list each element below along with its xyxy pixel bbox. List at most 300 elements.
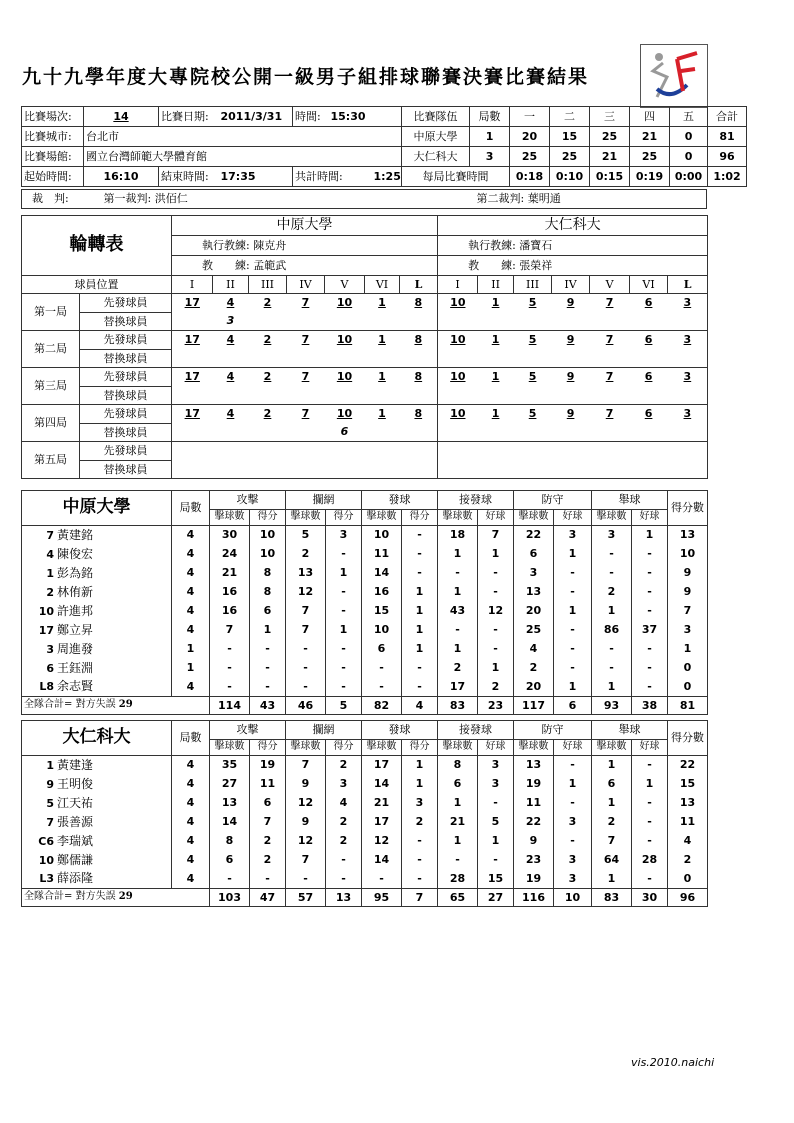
stat-value: 18	[438, 526, 478, 545]
rotation-set-row	[22, 368, 708, 387]
team-total-value: 27	[478, 889, 514, 907]
stat-value: 3	[326, 775, 362, 794]
starter-number: 10	[325, 368, 365, 387]
starter-number: 9	[552, 294, 590, 313]
starter-number: 5	[514, 294, 552, 313]
stat-value: 2	[250, 851, 286, 870]
sub-number	[325, 461, 365, 479]
starter-number	[438, 442, 478, 461]
stat-value: 30	[210, 526, 250, 545]
sub-number: 6	[325, 424, 365, 442]
stats-sub-header: 擊球數	[514, 740, 554, 756]
team-total-value: 93	[592, 697, 632, 715]
starter-number: 9	[552, 331, 590, 350]
stat-value: 25	[514, 621, 554, 640]
page-title: 九十九學年度大專院校公開一級男子組排球聯賽決賽比賽結果	[22, 66, 590, 88]
stat-value: 1	[478, 832, 514, 851]
player-cell	[22, 640, 172, 659]
stat-value: -	[478, 640, 514, 659]
sub-number	[172, 313, 213, 331]
stat-value: 13	[514, 583, 554, 602]
stat-value: 3	[592, 526, 632, 545]
stat-value: 1	[402, 621, 438, 640]
stats-sub-header: 擊球數	[286, 510, 326, 526]
starter-number: 6	[630, 331, 668, 350]
rotation-table	[21, 215, 708, 479]
team-total-value: 81	[668, 697, 708, 715]
sub-number	[400, 461, 438, 479]
sub-number	[514, 424, 552, 442]
score-cell: 15	[550, 127, 590, 147]
stat-value: 1	[478, 659, 514, 678]
stat-value: 1	[402, 775, 438, 794]
stat-value: 15	[668, 775, 708, 794]
stat-value: -	[326, 545, 362, 564]
rotation-team-a: 中原大學	[172, 216, 438, 236]
sub-label: 替換球員	[80, 350, 172, 368]
stat-value: -	[326, 851, 362, 870]
stat-value: 5	[286, 526, 326, 545]
stat-value: 86	[592, 621, 632, 640]
start-label: 起始時間:	[22, 167, 84, 187]
stat-value: 3	[478, 775, 514, 794]
set-time-cell: 0:19	[630, 167, 670, 187]
team-total-value: 7	[402, 889, 438, 907]
stat-value: -	[326, 678, 362, 697]
stat-value: 11	[514, 794, 554, 813]
sub-number	[552, 461, 590, 479]
position-header: L	[668, 276, 708, 294]
stat-value: 2	[286, 545, 326, 564]
player-number: 10	[38, 853, 54, 867]
stat-value: -	[402, 832, 438, 851]
stat-value: 14	[362, 775, 402, 794]
starter-number: 17	[172, 331, 213, 350]
team-total-value: 38	[632, 697, 668, 715]
player-row	[22, 659, 708, 678]
total-time-value: 1:25	[372, 167, 402, 187]
sub-label: 替換球員	[80, 313, 172, 331]
starter-number: 7	[590, 331, 630, 350]
sub-number	[668, 461, 708, 479]
stats-sub-header: 擊球數	[438, 740, 478, 756]
stat-value: 3	[554, 526, 592, 545]
stat-value: 4	[172, 851, 210, 870]
stat-value: 14	[362, 851, 402, 870]
starter-number: 5	[514, 405, 552, 424]
sub-number	[249, 424, 287, 442]
team-total-value: 57	[286, 889, 326, 907]
score-cell: 21	[630, 127, 670, 147]
player-name: 李瑞斌	[57, 833, 94, 848]
player-name: 薛添隆	[57, 871, 94, 886]
score-cell: 25	[510, 147, 550, 167]
stat-value: 6	[592, 775, 632, 794]
starter-number	[552, 442, 590, 461]
stat-value: -	[326, 870, 362, 889]
score-header-team: 比賽隊伍	[402, 107, 470, 127]
stat-value: -	[326, 659, 362, 678]
team-total-value: 6	[554, 697, 592, 715]
stats-points-header: 得分數	[668, 491, 708, 526]
player-number: 9	[46, 777, 54, 791]
stat-value: 3	[554, 870, 592, 889]
time-label: 時間:	[293, 107, 329, 127]
sub-number	[514, 313, 552, 331]
stats-sub-header: 擊球數	[362, 740, 402, 756]
stat-value: 1	[438, 832, 478, 851]
player-row	[22, 775, 708, 794]
stat-value: -	[210, 640, 250, 659]
stats-sub-header: 好球	[554, 740, 592, 756]
position-header: V	[590, 276, 630, 294]
sub-label: 替換球員	[80, 424, 172, 442]
stat-value: 8	[250, 583, 286, 602]
opponent-errors-value: 29	[118, 891, 133, 903]
player-number: 7	[46, 528, 54, 542]
sub-number	[213, 424, 249, 442]
stats-sub-header: 得分	[326, 510, 362, 526]
stat-value: 7	[286, 602, 326, 621]
stat-value: 1	[592, 794, 632, 813]
stats-sub-header: 好球	[478, 510, 514, 526]
player-name: 王明俊	[57, 776, 94, 791]
stat-value: -	[362, 659, 402, 678]
sub-number	[172, 387, 213, 405]
stat-value: 1	[172, 640, 210, 659]
player-row	[22, 851, 708, 870]
player-name: 鄭儒謙	[57, 852, 94, 867]
team-total-value: 47	[250, 889, 286, 907]
score-header-set3: 三	[590, 107, 630, 127]
score-cell: 0	[670, 127, 708, 147]
stat-value: 4	[172, 602, 210, 621]
stats-sub-header: 擊球數	[438, 510, 478, 526]
player-name: 許進邦	[57, 603, 94, 618]
stat-value: 1	[632, 526, 668, 545]
player-number: 1	[46, 758, 54, 772]
stat-value: 1	[592, 870, 632, 889]
starter-number: 10	[438, 331, 478, 350]
starter-number: 9	[552, 368, 590, 387]
stat-value: -	[592, 659, 632, 678]
player-cell	[22, 583, 172, 602]
score-header-set1: 一	[510, 107, 550, 127]
stat-value: 16	[210, 583, 250, 602]
stat-value: 6	[250, 794, 286, 813]
stat-value: 1	[554, 545, 592, 564]
sub-number	[287, 461, 325, 479]
team-b-stats-table	[21, 720, 708, 907]
stats-sub-header: 得分	[326, 740, 362, 756]
stat-value: 10	[362, 621, 402, 640]
stat-value: -	[632, 602, 668, 621]
starter-number: 10	[438, 368, 478, 387]
opponent-errors-label: 對方失誤	[75, 699, 116, 711]
stat-value: -	[286, 678, 326, 697]
score-cell: 0	[670, 147, 708, 167]
stat-value: -	[286, 640, 326, 659]
stat-value: 4	[172, 545, 210, 564]
stat-value: 6	[514, 545, 554, 564]
stat-value: -	[554, 583, 592, 602]
stat-value: -	[438, 851, 478, 870]
starter-number	[400, 442, 438, 461]
position-header: V	[325, 276, 365, 294]
score-header-set4: 四	[630, 107, 670, 127]
stat-value: 17	[362, 756, 402, 775]
sub-number	[552, 313, 590, 331]
starter-label: 先發球員	[80, 442, 172, 461]
stats-group-header: 發球	[362, 491, 438, 510]
score-cell: 96	[708, 147, 747, 167]
stat-value: -	[632, 832, 668, 851]
team-total-value: 103	[210, 889, 250, 907]
team-total-value: 96	[668, 889, 708, 907]
stats-sub-header: 擊球數	[210, 510, 250, 526]
starter-number: 10	[325, 405, 365, 424]
position-header: L	[400, 276, 438, 294]
player-row	[22, 813, 708, 832]
footer-credit: vis.2010.naichi	[631, 1056, 715, 1069]
player-number: 2	[46, 585, 54, 599]
date-value: 2011/3/31	[219, 107, 293, 127]
player-row	[22, 583, 708, 602]
venue-value: 國立台灣師範大學體育館	[84, 147, 402, 167]
stat-value: 0	[668, 870, 708, 889]
stat-value: -	[554, 659, 592, 678]
team-total-value: 46	[286, 697, 326, 715]
player-row	[22, 870, 708, 889]
stat-value: 23	[514, 851, 554, 870]
city-value: 台北市	[84, 127, 402, 147]
set-label: 第四局	[22, 405, 80, 442]
player-number: 3	[46, 642, 54, 656]
stat-value: 3	[514, 564, 554, 583]
stat-value: 2	[668, 851, 708, 870]
coach-a: 教 練: 孟範武	[172, 256, 438, 276]
stat-value: 17	[438, 678, 478, 697]
volleyball-league-logo	[640, 44, 708, 108]
starter-number: 7	[287, 405, 325, 424]
stat-value: -	[438, 621, 478, 640]
sub-number	[668, 350, 708, 368]
stat-value: 17	[362, 813, 402, 832]
stat-value: 2	[592, 583, 632, 602]
stats-sub-header: 擊球數	[286, 740, 326, 756]
starter-label: 先發球員	[80, 405, 172, 424]
sub-number	[552, 387, 590, 405]
player-row	[22, 545, 708, 564]
team-total-cell	[22, 889, 210, 907]
stat-value: 4	[172, 621, 210, 640]
stat-value: -	[402, 851, 438, 870]
stat-value: 4	[172, 794, 210, 813]
stat-value: 14	[210, 813, 250, 832]
sub-number	[249, 350, 287, 368]
sub-number	[438, 313, 478, 331]
stat-value: 12	[286, 794, 326, 813]
stat-value: -	[632, 564, 668, 583]
stat-value: 1	[554, 602, 592, 621]
stat-value: 3	[668, 621, 708, 640]
player-number: C6	[38, 834, 54, 848]
set-label: 第一局	[22, 294, 80, 331]
stat-value: -	[402, 526, 438, 545]
stat-value: 6	[250, 602, 286, 621]
sub-number	[630, 313, 668, 331]
stat-value: 1	[554, 678, 592, 697]
player-cell	[22, 832, 172, 851]
match-no-value: 14	[84, 107, 159, 127]
sub-number	[249, 313, 287, 331]
starter-number: 10	[325, 331, 365, 350]
player-name: 黃建逢	[57, 757, 94, 772]
stats-sub-header: 得分	[250, 510, 286, 526]
stat-value: -	[554, 794, 592, 813]
stat-value: 1	[592, 678, 632, 697]
team-total-value: 83	[592, 889, 632, 907]
stat-value: -	[210, 659, 250, 678]
stat-value: 10	[250, 545, 286, 564]
starter-number: 10	[438, 294, 478, 313]
stat-value: 22	[514, 526, 554, 545]
time-value: 15:30	[329, 107, 402, 127]
opponent-errors-value: 29	[118, 699, 133, 711]
stat-value: 4	[172, 564, 210, 583]
stat-value: 7	[286, 851, 326, 870]
stat-value: 6	[210, 851, 250, 870]
stat-value: 1	[478, 545, 514, 564]
score-cell: 25	[630, 147, 670, 167]
starter-number: 1	[478, 331, 514, 350]
stat-value: -	[326, 602, 362, 621]
sub-number	[630, 350, 668, 368]
stat-value: 1	[250, 621, 286, 640]
stat-value: -	[632, 583, 668, 602]
sub-number	[630, 424, 668, 442]
starter-number: 8	[400, 368, 438, 387]
position-header: II	[478, 276, 514, 294]
stat-value: 0	[668, 678, 708, 697]
stat-value: -	[592, 640, 632, 659]
sub-number	[325, 387, 365, 405]
starter-number: 7	[590, 294, 630, 313]
sub-number: 3	[213, 313, 249, 331]
player-name: 林侑新	[57, 584, 94, 599]
stat-value: -	[554, 640, 592, 659]
stat-value: 28	[438, 870, 478, 889]
player-name: 黃建銘	[57, 527, 94, 542]
sub-number	[630, 387, 668, 405]
stat-value: 10	[250, 526, 286, 545]
team-total-value: 5	[326, 697, 362, 715]
second-referee: 第二裁判: 葉明通	[372, 190, 707, 209]
stat-value: -	[554, 564, 592, 583]
stat-value: 9	[514, 832, 554, 851]
stats-group-header: 攔網	[286, 491, 362, 510]
stat-value: 1	[438, 640, 478, 659]
stat-value: 4	[326, 794, 362, 813]
starter-number: 4	[213, 294, 249, 313]
stat-value: -	[250, 659, 286, 678]
stat-value: 1	[402, 602, 438, 621]
rotation-set-row	[22, 331, 708, 350]
stat-value: 2	[592, 813, 632, 832]
player-name: 張善源	[57, 814, 94, 829]
sub-number	[552, 424, 590, 442]
player-row	[22, 640, 708, 659]
stat-value: 19	[514, 775, 554, 794]
stats-sub-header: 得分	[250, 740, 286, 756]
venue-label: 比賽場館:	[22, 147, 84, 167]
team-total-value: 117	[514, 697, 554, 715]
sub-number	[668, 313, 708, 331]
position-header: VI	[365, 276, 400, 294]
stat-value: 12	[478, 602, 514, 621]
stats-group-header: 攔網	[286, 721, 362, 740]
starter-number: 10	[325, 294, 365, 313]
stat-value: 2	[402, 813, 438, 832]
stat-value: 21	[362, 794, 402, 813]
set-time-cell: 0:18	[510, 167, 550, 187]
stat-value: -	[210, 678, 250, 697]
player-row	[22, 678, 708, 697]
stats-group-header: 接發球	[438, 491, 514, 510]
stat-value: 5	[478, 813, 514, 832]
player-number: L3	[39, 872, 54, 886]
stat-value: 2	[326, 832, 362, 851]
starter-number	[213, 442, 249, 461]
stat-value: 1	[438, 545, 478, 564]
stat-value: -	[402, 564, 438, 583]
stat-value: 6	[362, 640, 402, 659]
stat-value: 9	[668, 564, 708, 583]
player-cell	[22, 775, 172, 794]
sub-number	[668, 387, 708, 405]
player-row	[22, 832, 708, 851]
team-total-value: 82	[362, 697, 402, 715]
stat-value: -	[554, 621, 592, 640]
starter-number: 1	[478, 405, 514, 424]
player-name: 鄭立昇	[57, 622, 94, 637]
score-header-set2: 二	[550, 107, 590, 127]
stats-sub-header: 好球	[632, 510, 668, 526]
starter-number: 3	[668, 294, 708, 313]
score-team-a: 中原大學	[402, 127, 470, 147]
starter-number: 6	[630, 294, 668, 313]
stat-value: 8	[250, 564, 286, 583]
position-header: VI	[630, 276, 668, 294]
score-cell: 25	[590, 127, 630, 147]
starter-label: 先發球員	[80, 368, 172, 387]
sub-number	[514, 461, 552, 479]
player-cell	[22, 526, 172, 545]
stat-value: -	[632, 756, 668, 775]
stat-value: 1	[402, 640, 438, 659]
position-label: 球員位置	[22, 276, 172, 294]
stat-value: -	[632, 545, 668, 564]
player-cell	[22, 678, 172, 697]
score-header-sets: 局數	[470, 107, 510, 127]
sub-number	[400, 313, 438, 331]
stat-value: 1	[326, 621, 362, 640]
stat-value: 2	[478, 678, 514, 697]
score-cell: 25	[550, 147, 590, 167]
sub-number	[325, 350, 365, 368]
stat-value: 11	[668, 813, 708, 832]
player-cell	[22, 602, 172, 621]
